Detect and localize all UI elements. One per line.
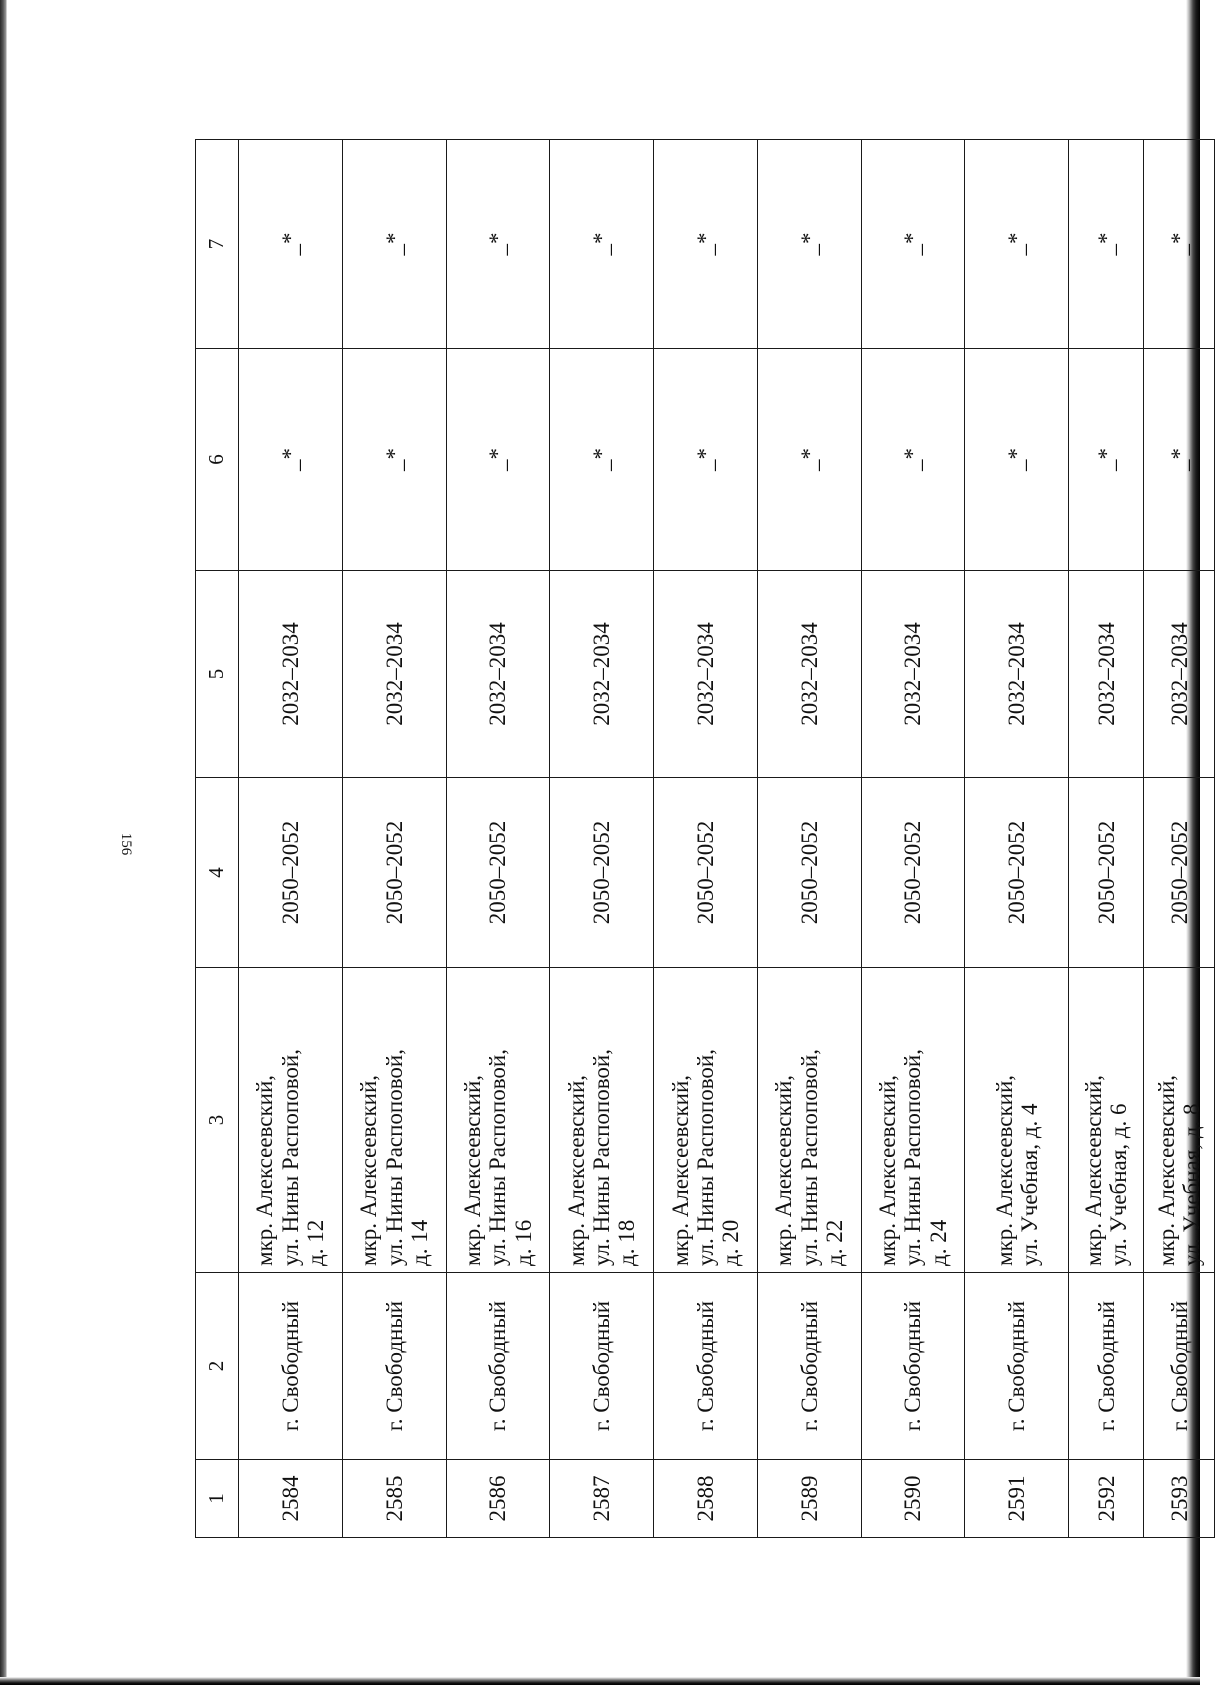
address-cell	[239, 968, 343, 1273]
city-cell: г. Свободный	[965, 1273, 1069, 1460]
address-cell	[1144, 968, 1215, 1273]
period-cell-col4: 2050–2052	[757, 778, 861, 968]
period-cell-col5: 2032–2034	[1069, 571, 1144, 778]
address-line: ул. Нины Распоповой,	[900, 1049, 926, 1266]
address-line: ул. Нины Распоповой,	[589, 1049, 615, 1266]
table-body	[239, 140, 1215, 1538]
address-line: мкр. Алексеевский,	[356, 1074, 382, 1266]
period-cell-col4: 2050–2052	[550, 778, 654, 968]
address-line: д. 16	[510, 1219, 536, 1266]
value-cell-col7: _*	[965, 140, 1069, 349]
rotated-table-frame	[195, 140, 1215, 1538]
period-cell-col4: 2050–2052	[446, 778, 550, 968]
address-line: ул. Учебная, д. 8	[1179, 1103, 1205, 1266]
value-cell-col6: _*	[861, 349, 965, 571]
value-cell-col7: _*	[239, 140, 343, 349]
address-line: мкр. Алексеевский,	[460, 1074, 485, 1266]
period-cell-col5: 2032–2034	[654, 571, 758, 778]
value-cell-col6: _*	[757, 349, 861, 571]
period-cell-col5: 2032–2034	[446, 571, 550, 778]
address-line: д. 18	[614, 1219, 640, 1266]
value-cell-col7: _*	[446, 140, 550, 349]
column-header: 3	[196, 968, 239, 1273]
table-row	[446, 140, 550, 1538]
scan-edge-bottom	[0, 1677, 1200, 1685]
value-cell-col6: _*	[654, 349, 758, 571]
row-number-cell: 2590	[861, 1460, 965, 1538]
address-cell	[757, 968, 861, 1273]
column-header: 7	[196, 140, 239, 349]
address-line: мкр. Алексеевский,	[667, 1074, 693, 1266]
city-cell: г. Свободный	[550, 1273, 654, 1460]
address-line: мкр. Алексеевский,	[875, 1074, 901, 1266]
period-cell-col4: 2050–2052	[654, 778, 758, 968]
period-cell-col4: 2050–2052	[1069, 778, 1144, 968]
value-cell-col7: _*	[861, 140, 965, 349]
address-line: мкр. Алексеевский,	[771, 1074, 797, 1266]
scan-edge-left	[0, 0, 7, 1685]
address-line: д. 14	[406, 1219, 432, 1266]
value-cell-col6: _*	[965, 349, 1069, 571]
value-cell-col7: _*	[654, 140, 758, 349]
value-cell-col7: _*	[1069, 140, 1144, 349]
value-cell-col7: _*	[342, 140, 446, 349]
address-line: ул. Учебная, д. 4	[1016, 1103, 1042, 1266]
address-cell	[965, 968, 1069, 1273]
city-cell: г. Свободный	[342, 1273, 446, 1460]
value-cell-col6: _*	[1144, 349, 1215, 571]
value-cell-col7: _*	[550, 140, 654, 349]
value-cell-col7: _*	[1144, 140, 1215, 349]
table-row	[757, 140, 861, 1538]
period-cell-col4: 2050–2052	[342, 778, 446, 968]
column-header: 4	[196, 778, 239, 968]
address-line: мкр. Алексеевский,	[1080, 1074, 1106, 1266]
address-line: ул. Нины Распоповой,	[277, 1049, 303, 1266]
city-cell: г. Свободный	[239, 1273, 343, 1460]
period-cell-col5: 2032–2034	[239, 571, 343, 778]
schedule-table	[195, 139, 1215, 1538]
column-header: 6	[196, 349, 239, 571]
table-header-row	[196, 140, 239, 1538]
address-line: д. 20	[718, 1219, 744, 1266]
address-line: мкр. Алексеевский,	[1153, 1074, 1179, 1266]
address-cell	[654, 968, 758, 1273]
value-cell-col6: _*	[239, 349, 343, 571]
column-header: 2	[196, 1273, 239, 1460]
row-number-cell: 2586	[446, 1460, 550, 1538]
column-header: 1	[196, 1460, 239, 1538]
address-line: ул. Нины Распоповой,	[796, 1049, 822, 1266]
address-cell	[550, 968, 654, 1273]
table-row	[1069, 140, 1144, 1538]
table-row	[1144, 140, 1215, 1538]
table-row	[550, 140, 654, 1538]
value-cell-col6: _*	[550, 349, 654, 571]
address-cell	[861, 968, 965, 1273]
address-line: мкр. Алексеевский,	[563, 1074, 589, 1266]
address-line: мкр. Алексеевский,	[252, 1074, 278, 1266]
address-line: мкр. Алексеевский,	[991, 1074, 1017, 1266]
table-row	[654, 140, 758, 1538]
city-cell: г. Свободный	[757, 1273, 861, 1460]
period-cell-col5: 2032–2034	[757, 571, 861, 778]
period-cell-col5: 2032–2034	[342, 571, 446, 778]
city-cell: г. Свободный	[1069, 1273, 1144, 1460]
city-cell: г. Свободный	[654, 1273, 758, 1460]
city-cell: г. Свободный	[861, 1273, 965, 1460]
period-cell-col4: 2050–2052	[965, 778, 1069, 968]
address-line: ул. Учебная, д. 6	[1106, 1103, 1132, 1266]
row-number-cell: 2588	[654, 1460, 758, 1538]
row-number-cell: 2585	[342, 1460, 446, 1538]
row-number-cell: 2592	[1069, 1460, 1144, 1538]
value-cell-col6: _*	[342, 349, 446, 571]
period-cell-col5: 2032–2034	[965, 571, 1069, 778]
address-line: д. 24	[925, 1219, 951, 1266]
value-cell-col6: _*	[1069, 349, 1144, 571]
city-cell: г. Свободный	[446, 1273, 550, 1460]
city-cell: г. Свободный	[1144, 1273, 1215, 1460]
address-cell	[446, 968, 550, 1273]
period-cell-col5: 2032–2034	[861, 571, 965, 778]
row-number-cell: 2587	[550, 1460, 654, 1538]
table-row	[342, 140, 446, 1538]
period-cell-col5: 2032–2034	[550, 571, 654, 778]
period-cell-col4: 2050–2052	[861, 778, 965, 968]
address-cell	[342, 968, 446, 1273]
period-cell-col4: 2050–2052	[1144, 778, 1215, 968]
address-line: ул. Нины Распоповой,	[381, 1049, 407, 1266]
address-line: ул. Нины Распоповой,	[485, 1049, 511, 1266]
period-cell-col4: 2050–2052	[239, 778, 343, 968]
table-row	[861, 140, 965, 1538]
table-row	[965, 140, 1069, 1538]
row-number-cell: 2591	[965, 1460, 1069, 1538]
period-cell-col5: 2032–2034	[1144, 571, 1215, 778]
address-cell	[1069, 968, 1144, 1273]
value-cell-col6: _*	[446, 349, 550, 571]
address-line: д. 22	[821, 1219, 847, 1266]
value-cell-col7: _*	[757, 140, 861, 349]
address-line: д. 12	[303, 1219, 329, 1266]
row-number-cell: 2589	[757, 1460, 861, 1538]
table-row	[239, 140, 343, 1538]
page-number: 156	[118, 832, 135, 856]
column-header: 5	[196, 571, 239, 778]
row-number-cell: 2593	[1144, 1460, 1215, 1538]
address-line: ул. Нины Распоповой,	[692, 1049, 718, 1266]
row-number-cell: 2584	[239, 1460, 343, 1538]
